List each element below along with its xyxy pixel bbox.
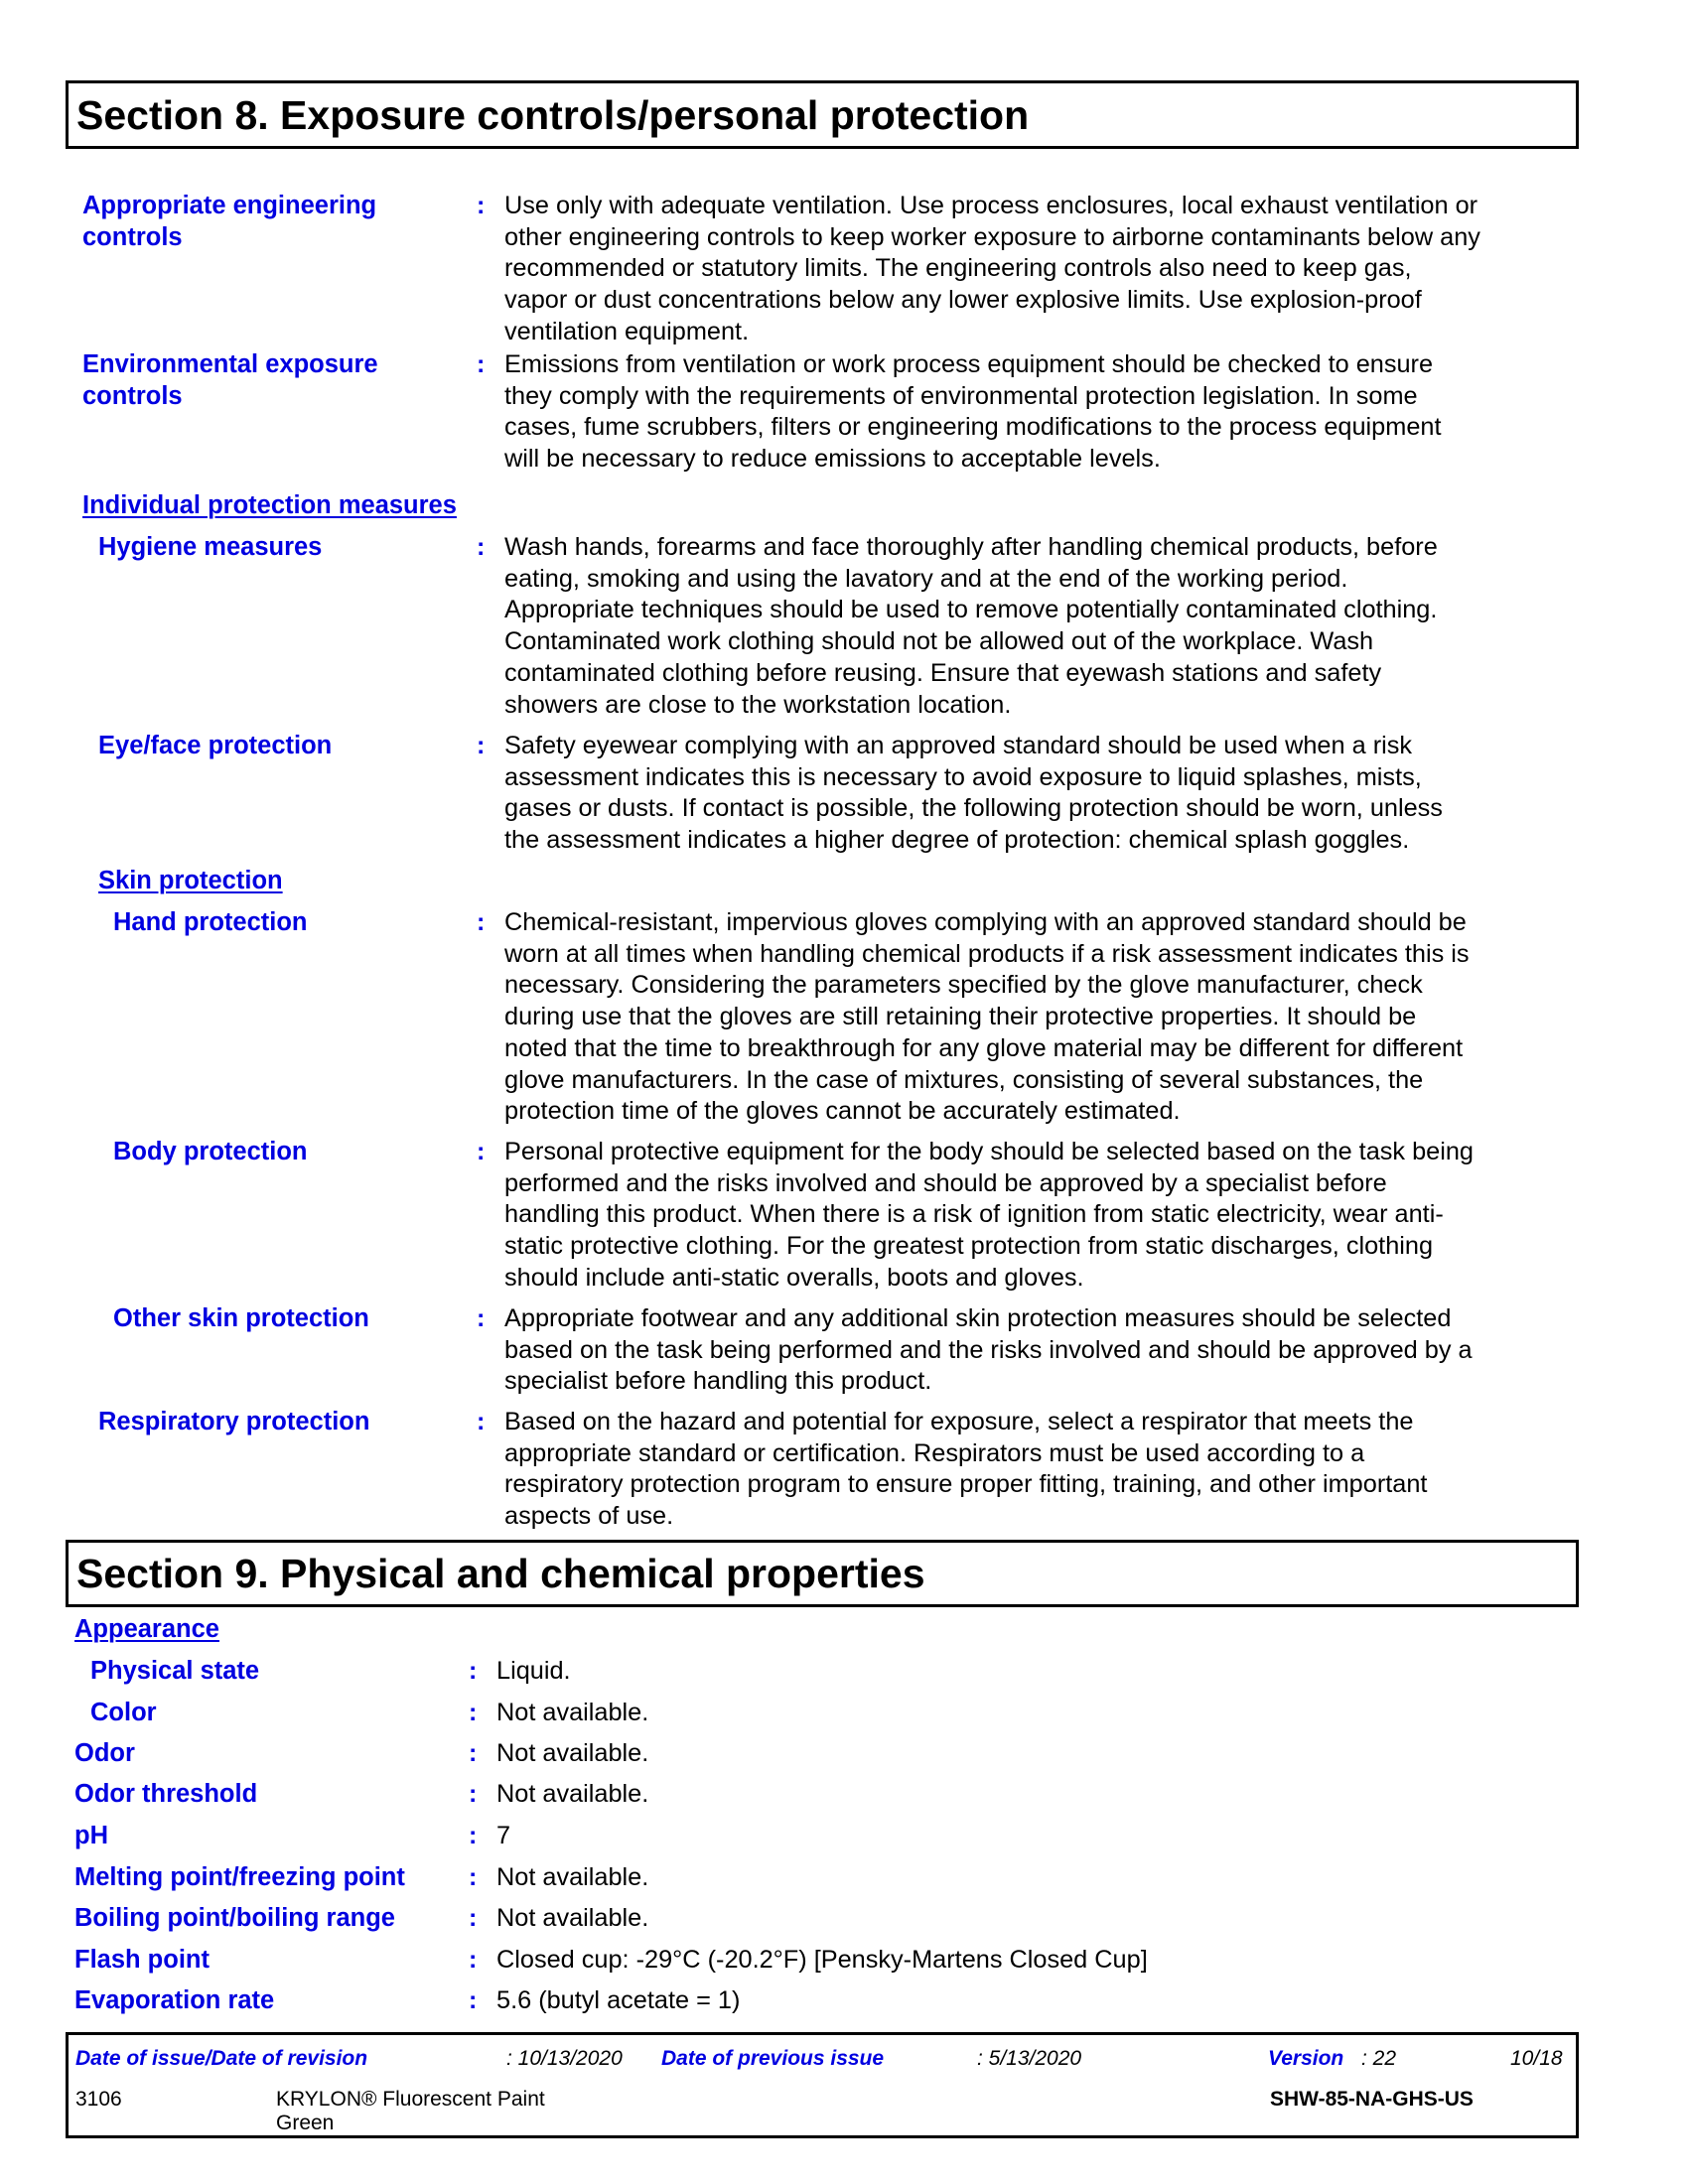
colon: : bbox=[477, 1138, 486, 1165]
colon: : bbox=[469, 1657, 478, 1685]
colon: : bbox=[469, 1863, 478, 1891]
property-label: Boiling point/boiling range bbox=[74, 1904, 395, 1932]
property-value: 5.6 (butyl acetate = 1) bbox=[496, 1986, 741, 2014]
page-number: 10/18 bbox=[1510, 2047, 1563, 2070]
engineering-controls-label: Appropriate engineering controls bbox=[82, 192, 377, 251]
colon: : bbox=[477, 533, 486, 561]
colon: : bbox=[469, 1780, 478, 1808]
colon: : bbox=[469, 1739, 478, 1767]
hand-protection-value: Chemical-resistant, impervious gloves complying with an approved standard should be worn at all times when handling chemical products if a risk assessment indicates this is necessary. Considering the parameters specified by the glove manufacturer, check during use that the gloves are still retaining their protective properties. It should be noted that the time to breakthrough for any glove material may be different for different glove manufacturers. In the case of mixtures, consisting of several substances, the protection time of the gloves cannot be accurately estimated. bbox=[504, 908, 1470, 1126]
colon: : bbox=[469, 1904, 478, 1932]
section-8-title: Section 8. Exposure controls/personal protection bbox=[76, 92, 1030, 138]
property-value: Liquid. bbox=[496, 1657, 571, 1685]
hygiene-measures-label: Hygiene measures bbox=[98, 533, 323, 561]
property-label: Odor threshold bbox=[74, 1780, 258, 1808]
colon: : bbox=[469, 1822, 478, 1849]
colon: : bbox=[477, 732, 486, 759]
property-value: Not available. bbox=[496, 1739, 649, 1767]
date-of-previous-issue-value: : 5/13/2020 bbox=[977, 2047, 1082, 2070]
property-label: Physical state bbox=[90, 1657, 260, 1685]
section-9-header bbox=[66, 1540, 1579, 1607]
date-of-issue-value: : 10/13/2020 bbox=[506, 2047, 623, 2070]
colon: : bbox=[469, 1986, 478, 2014]
property-label: Flash point bbox=[74, 1946, 210, 1974]
property-value: Not available. bbox=[496, 1780, 649, 1808]
other-skin-protection-label: Other skin protection bbox=[113, 1304, 369, 1332]
product-name-line-2: Green bbox=[276, 2112, 335, 2134]
hygiene-measures-value: Wash hands, forearms and face thoroughly after handling chemical products, before eating, smoking and using the lavatory and at the end of the working period. Appropriate techniques should be used to remove potentially contaminated clothing. Contaminated work clothing should not be allowed out of the workplace. Wash contaminated clothing before reusing. Ensure that eyewash stations and safety showers are close to the workstation location. bbox=[504, 533, 1438, 719]
eye-face-protection-label: Eye/face protection bbox=[98, 732, 333, 759]
colon: : bbox=[477, 350, 486, 378]
section-8-header bbox=[66, 80, 1579, 149]
property-value: Not available. bbox=[496, 1863, 649, 1891]
environmental-controls-label: Environmental exposure controls bbox=[82, 350, 378, 410]
version-value: : 22 bbox=[1361, 2047, 1397, 2070]
colon: : bbox=[469, 1699, 478, 1726]
colon: : bbox=[477, 1304, 486, 1332]
environmental-controls-value: Emissions from ventilation or work process equipment should be checked to ensure they comply with the requirements of environmental protection legislation. In some cases, fume scrubbers, filters or engineering modifications to the process equipment will be necessary to reduce emissions to acceptable levels. bbox=[504, 350, 1442, 474]
skin-protection-heading: Skin protection bbox=[98, 867, 283, 894]
other-skin-protection-value: Appropriate footwear and any additional skin protection measures should be selected based on the task being performed and the risks involved and should be approved by a specialist before handling this product. bbox=[504, 1304, 1473, 1396]
property-value: Closed cup: -29°C (-20.2°F) [Pensky-Martens Closed Cup] bbox=[496, 1946, 1148, 1974]
date-of-previous-issue-label: Date of previous issue bbox=[661, 2047, 885, 2070]
property-label: Color bbox=[90, 1699, 157, 1726]
property-label: Odor bbox=[74, 1739, 135, 1767]
property-label: pH bbox=[74, 1822, 108, 1849]
document-code: SHW-85-NA-GHS-US bbox=[1270, 2088, 1474, 2111]
property-value: 7 bbox=[496, 1822, 511, 1849]
individual-protection-heading: Individual protection measures bbox=[82, 491, 457, 519]
colon: : bbox=[477, 192, 486, 219]
colon: : bbox=[469, 1946, 478, 1974]
engineering-controls-value: Use only with adequate ventilation. Use process enclosures, local exhaust ventilation or other engineering controls to keep worker exposure to airborne contaminants below any recommended or statutory limits. The engineering controls also need to keep gas, vapor or dust concentrations below any lower explosive limits. Use explosion-proof ventilation equipment. bbox=[504, 192, 1480, 345]
property-label: Evaporation rate bbox=[74, 1986, 275, 2014]
version-label: Version bbox=[1268, 2047, 1344, 2070]
eye-face-protection-value: Safety eyewear complying with an approved standard should be used when a risk assessment indicates this is necessary to avoid exposure to liquid splashes, mists, gases or dusts. If contact is possible, the following protection should be worn, unless the assessment indicates a higher degree of protection: chemical splash goggles. bbox=[504, 732, 1443, 855]
date-of-issue-label: Date of issue/Date of revision bbox=[75, 2047, 368, 2070]
property-value: Not available. bbox=[496, 1699, 649, 1726]
page-footer bbox=[66, 2032, 1579, 2138]
colon: : bbox=[477, 908, 486, 936]
appearance-heading: Appearance bbox=[74, 1615, 219, 1643]
respiratory-protection-value: Based on the hazard and potential for exposure, select a respirator that meets the appropriate standard or certification. Respirators must be used according to a respiratory protection program to ensure proper fitting, training, and other important aspects of use. bbox=[504, 1408, 1428, 1531]
colon: : bbox=[477, 1408, 486, 1435]
property-label: Melting point/freezing point bbox=[74, 1863, 405, 1891]
product-code: 3106 bbox=[75, 2088, 122, 2111]
body-protection-label: Body protection bbox=[113, 1138, 308, 1165]
body-protection-value: Personal protective equipment for the body should be selected based on the task being performed and the risks involved and should be approved by a specialist before handling this product. When there is a risk of ignition from static electricity, wear anti- static protective clothing. For the greatest protection from static discharges, clothing should include anti-static overalls, boots and gloves. bbox=[504, 1138, 1474, 1292]
section-9-title: Section 9. Physical and chemical properties bbox=[76, 1551, 925, 1596]
respiratory-protection-label: Respiratory protection bbox=[98, 1408, 370, 1435]
property-value: Not available. bbox=[496, 1904, 649, 1932]
product-name-line-1: KRYLON® Fluorescent Paint bbox=[276, 2088, 545, 2111]
hand-protection-label: Hand protection bbox=[113, 908, 308, 936]
